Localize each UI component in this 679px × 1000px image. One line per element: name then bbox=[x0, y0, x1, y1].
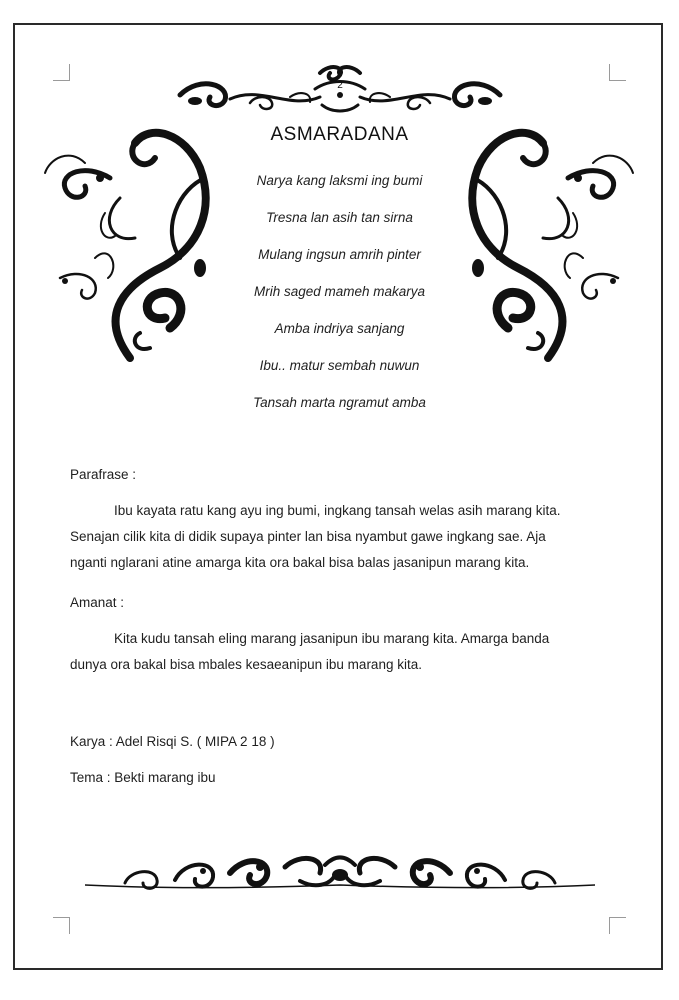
paragraph-line: Ibu kayata ratu kang ayu ing bumi, ingkang tansah welas asih marang kita. bbox=[114, 503, 561, 518]
ornament-mark: 2 bbox=[337, 80, 343, 91]
crop-mark-bottom-right bbox=[609, 917, 626, 934]
paragraph-line: Kita kudu tansah eling marang jasanipun ibu marang kita. Amarga banda bbox=[114, 631, 550, 646]
crop-mark-bottom-left bbox=[53, 917, 70, 934]
amanat-label: Amanat : bbox=[70, 595, 125, 610]
crop-mark-top-right bbox=[609, 64, 626, 81]
parafrase-section bbox=[70, 462, 588, 576]
poem-title: ASMARADANA bbox=[270, 124, 409, 145]
top-flourish-icon bbox=[170, 55, 510, 115]
paragraph-line: dunya ora bakal bisa mbales kesaeanipun ibu marang kita. bbox=[70, 657, 422, 672]
poem-line: Tansah marta ngramut amba bbox=[253, 395, 426, 410]
karya-line: Karya : Adel Risqi S. ( MIPA 2 18 ) bbox=[70, 734, 275, 749]
paragraph-line: Senajan cilik kita di didik supaya pinter lan bisa nyambut gawe ingkang sae. Aja bbox=[70, 529, 546, 544]
poem-line: Mrih saged mameh makarya bbox=[253, 284, 426, 299]
parafrase-paragraph bbox=[70, 498, 588, 576]
poem-line: Amba indriya sanjang bbox=[274, 321, 405, 336]
amanat-paragraph bbox=[70, 626, 588, 678]
bottom-divider-icon bbox=[85, 845, 595, 900]
poem-line: Mulang ingsun amrih pinter bbox=[258, 247, 421, 262]
tema-line: Tema : Bekti marang ibu bbox=[70, 770, 216, 785]
crop-mark-top-left bbox=[53, 64, 70, 81]
parafrase-label: Parafrase : bbox=[70, 467, 137, 482]
poem-stanza bbox=[0, 172, 679, 431]
amanat-section bbox=[70, 590, 588, 678]
poem-line: Tresna lan asih tan sirna bbox=[266, 210, 413, 225]
poem-line: Narya kang laksmi ing bumi bbox=[256, 173, 423, 188]
paragraph-line: nganti nglarani atine amarga kita ora bakal bisa balas jasanipun marang kita. bbox=[70, 555, 530, 570]
poem-line: Ibu.. matur sembah nuwun bbox=[259, 358, 420, 373]
